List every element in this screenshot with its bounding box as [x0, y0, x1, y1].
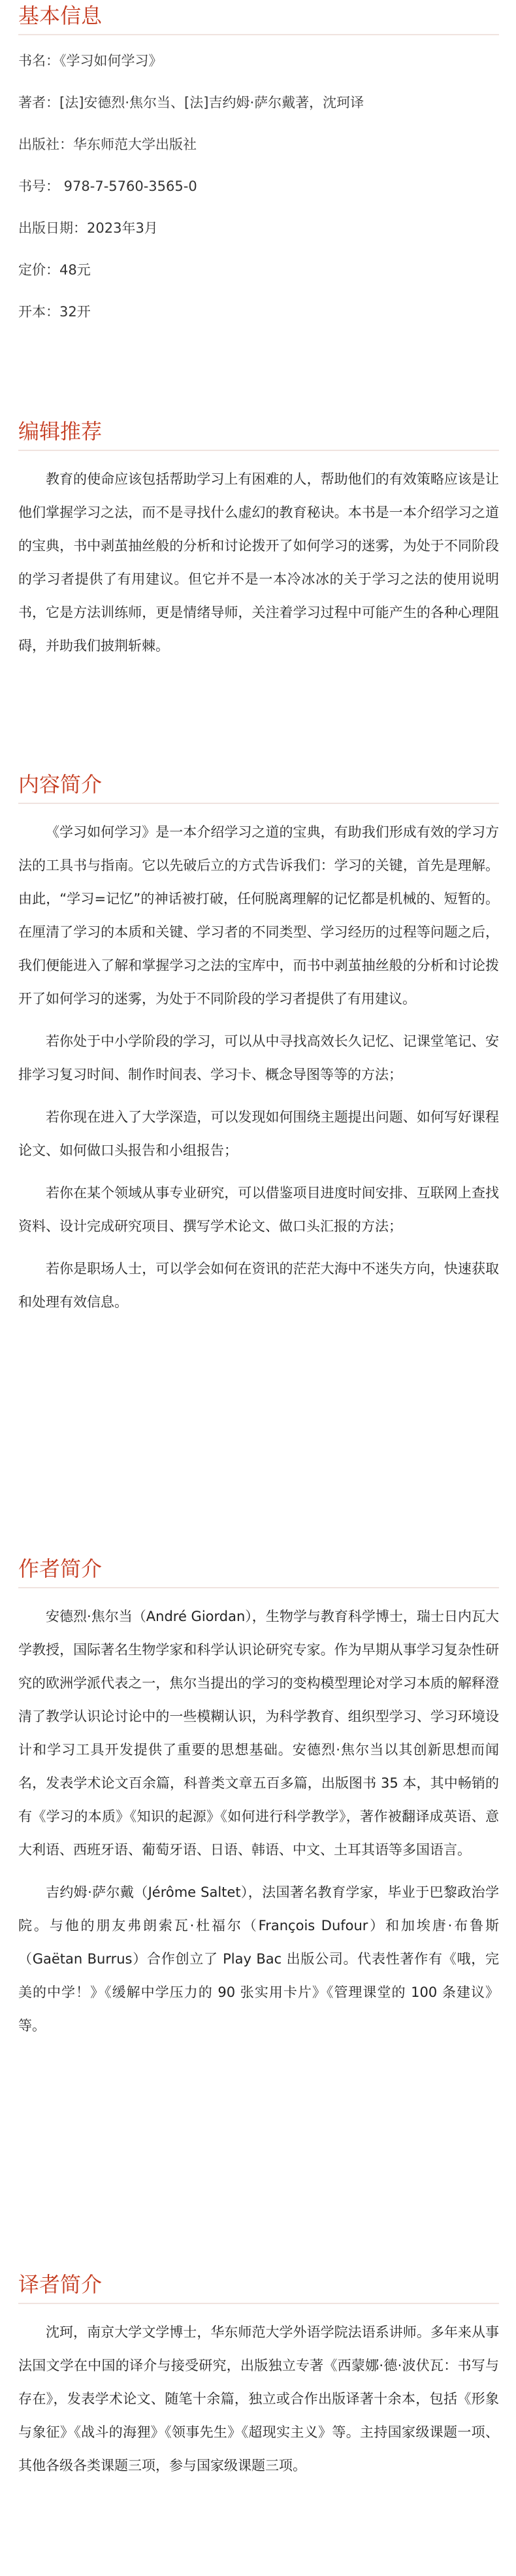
basic-info-heading: 基本信息: [18, 3, 103, 28]
content-summary-paragraph: 若你在某个领域从事专业研究，可以借鉴项目进度时间安排、互联网上查找资料、设计完成研究项目、撰写学术论文、做口头汇报的方法；: [18, 1185, 499, 1234]
section-divider: [18, 34, 499, 35]
author-intro-paragraph: 吉约姆·萨尔戴（Jérôme Saltet），法国著名教育学家，毕业于巴黎政治学院。与他的朋友弗朗索瓦·杜福尔（François Dufour）和加埃唐·布鲁斯（Gaëtan Burrus）合作创立了 Play Bac 出版公司。代表性著作有《哦，完美的中学！》《缓解中学压力的 90 张实用卡片》《管理课堂的 100 条建议》等。: [18, 1884, 499, 2033]
section-divider: [18, 803, 499, 804]
info-publisher: 出版社：华东师范大学出版社: [18, 137, 197, 152]
translator-intro-paragraph: 沈珂，南京大学文学博士，华东师范大学外语学院法语系讲师。多年来从事法国文学在中国的译介与接受研究，出版独立专著《西蒙娜·德·波伏瓦：书写与存在》，发表学术论文、随笔十余篇，独立或合作出版译著十余本，包括《形象与象征》《战斗的海狸》《领事先生》《超现实主义》等。主持国家级课题一项、其他各级各类课题三项，参与国家级课题三项。: [18, 2324, 499, 2473]
info-isbn: 书号： 978-7-5760-3565-0: [18, 178, 197, 194]
content-summary-paragraph: 若你是职场人士，可以学会如何在资讯的茫茫大海中不迷失方向，快速获取和处理有效信息。: [18, 1261, 499, 1310]
info-book-title: 书名：《学习如何学习》: [18, 53, 163, 69]
content-summary-heading: 内容简介: [18, 772, 103, 797]
translator-intro-heading: 译者简介: [18, 2272, 103, 2297]
info-publish-date: 出版日期：2023年3月: [18, 220, 158, 236]
section-divider: [18, 1587, 499, 1588]
content-summary-section: [18, 771, 499, 1328]
content-summary-paragraph: 若你现在进入了大学深造，可以发现如何围绕主题提出问题、如何写好课程论文、如何做口头报告和小组报告；: [18, 1109, 499, 1158]
basic-info-section: [18, 3, 499, 340]
info-price: 定价：48元: [18, 262, 91, 278]
editor-recommendation-paragraph: 教育的使命应该包括帮助学习上有困难的人，帮助他们的有效策略应该是让他们掌握学习之法，而不是寻找什么虚幻的教育秘诀。本书是一本介绍学习之道的宝典，书中剥茧抽丝般的分析和讨论拨开了如何学习的迷雾，为处于不同阶段的学习者提供了有用建议。但它并不是一本冷冰冰的关于学习之法的使用说明书，它是方法训练师，更是情绪导师，关注着学习过程中可能产生的各种心理阻碍，并助我们披荆斩棘。: [18, 471, 499, 654]
section-divider: [18, 450, 499, 451]
translator-intro-section: [18, 2271, 499, 2492]
section-divider: [18, 2303, 499, 2304]
author-intro-heading: 作者简介: [18, 1556, 103, 1581]
editor-recommendation-section: [18, 418, 499, 672]
author-intro-section: [18, 1556, 499, 2052]
editor-recommendation-heading: 编辑推荐: [18, 419, 103, 444]
content-summary-paragraph: 《学习如何学习》是一本介绍学习之道的宝典，有助我们形成有效的学习方法的工具书与指南。它以先破后立的方式告诉我们：学习的关键，首先是理解。由此，“学习=记忆”的神话被打破，任何脱离理解的记忆都是机械的、短暂的。在厘清了学习的本质和关键、学习者的不同类型、学习经历的过程等问题之后，我们便能进入了解和掌握学习之法的宝库中，而书中剥茧抽丝般的分析和讨论拨开了如何学习的迷雾，为处于不同阶段的学习者提供了有用建议。: [18, 824, 499, 1007]
author-intro-paragraph: 安德烈·焦尔当（André Giordan），生物学与教育科学博士，瑞士日内瓦大学教授，国际著名生物学家和科学认识论研究专家。作为早期从事学习复杂性研究的欧洲学派代表之一，焦尔当提出的学习的变构模型理论对学习本质的解释澄清了教学认识论讨论中的一些模糊认识，为科学教育、组织型学习、学习环境设计和学习工具开发提供了重要的思想基础。安德烈·焦尔当以其创新思想而闻名，发表学术论文百余篇，科普类文章五百多篇，出版图书 35 本，其中畅销的有《学习的本质》《知识的起源》《如何进行科学教学》，著作被翻译成英语、意大利语、西班牙语、葡萄牙语、日语、韩语、中文、土耳其语等多国语言。: [18, 1609, 499, 1858]
info-format: 开本：32开: [18, 304, 91, 320]
content-summary-paragraph: 若你处于中小学阶段的学习，可以从中寻找高效长久记忆、记课堂笔记、安排学习复习时间、制作时间表、学习卡、概念导图等等的方法；: [18, 1033, 499, 1082]
info-authors: 著者：[法]安德烈·焦尔当、[法]吉约姆·萨尔戴著，沈珂译: [18, 95, 364, 110]
